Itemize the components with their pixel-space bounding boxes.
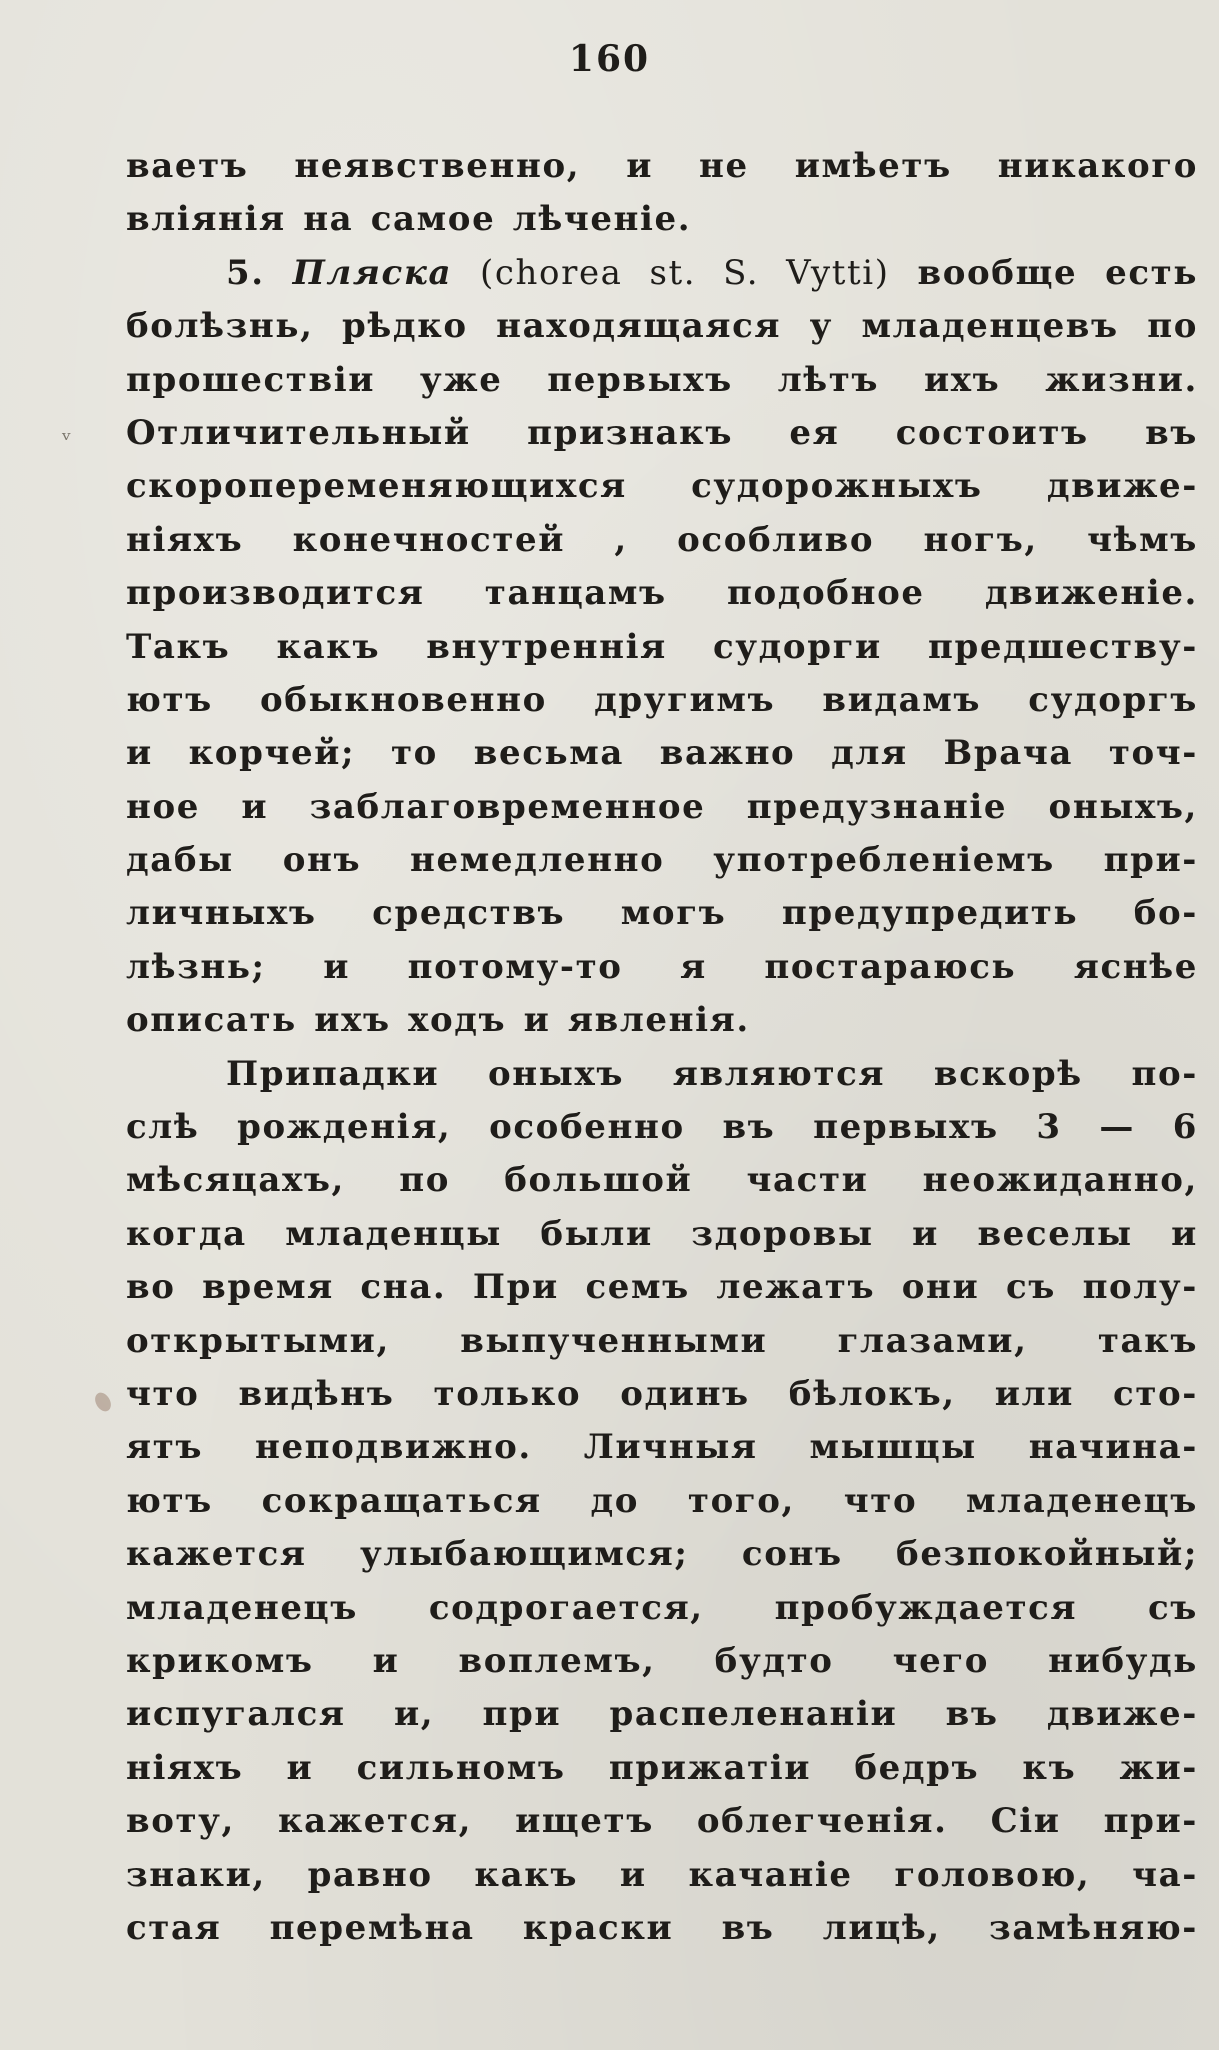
text-line: знаки, равно какъ и качаніе головою, ча- bbox=[126, 1854, 1198, 1895]
text-line: дабы онъ немедленно употребленіемъ при- bbox=[126, 840, 1198, 881]
margin-mark: ᵛ bbox=[62, 426, 71, 454]
latin-term: (chorea st. S. Vytti) bbox=[480, 252, 890, 293]
text-line: ятъ неподвижно. Личныя мышцы начина- bbox=[126, 1427, 1198, 1468]
text-line: ніяхъ конечностей , особливо ногъ, чѣмъ bbox=[126, 519, 1198, 560]
ink-smudge bbox=[92, 1390, 114, 1414]
text-line: Отличительный признакъ ея состоитъ въ bbox=[126, 412, 1198, 453]
page-number: 160 bbox=[568, 38, 651, 80]
text-line: стая перемѣна краски въ лицѣ, замѣняю- bbox=[126, 1907, 1198, 1948]
text-line: ніяхъ и сильномъ прижатіи бедръ къ жи- bbox=[126, 1747, 1198, 1788]
text-line: открытыми, выпученными глазами, такъ bbox=[126, 1320, 1198, 1361]
text-line: Такъ какъ внутреннія судорги предшеству- bbox=[126, 626, 1198, 667]
text-line: испугался и, при распеленаніи въ движе- bbox=[126, 1694, 1198, 1735]
text-line: крикомъ и воплемъ, будто чего нибудь bbox=[126, 1640, 1198, 1681]
text-line: ютъ обыкновенно другимъ видамъ судоргъ bbox=[126, 679, 1198, 720]
text-line: когда младенцы были здоровы и веселы и bbox=[126, 1213, 1198, 1254]
line-rest: вообще есть bbox=[917, 252, 1199, 293]
text-line: мѣсяцахъ, по большой части неожиданно, bbox=[126, 1160, 1198, 1201]
text-line bbox=[126, 247, 1198, 300]
text-line: лѣзнь; и потому-то я постараюсь яснѣе bbox=[126, 946, 1198, 987]
italic-term: Пляска bbox=[292, 252, 453, 293]
text-line: вліянія на самое лѣченіе. bbox=[126, 199, 692, 240]
text-line: описать ихъ ходъ и явленія. bbox=[126, 1000, 750, 1041]
text-line: ваетъ неявственно, и не имѣетъ никакого bbox=[126, 146, 1198, 186]
text-line: болѣзнь, рѣдко находящаяся у младенцевъ по bbox=[126, 306, 1198, 347]
text-line: производится танцамъ подобное движеніе. bbox=[126, 573, 1198, 614]
text-line: слѣ рожденія, особенно въ первыхъ 3 — 6 bbox=[126, 1107, 1198, 1148]
text-line: Припадки оныхъ являются вскорѣ по- bbox=[226, 1053, 1198, 1094]
text-line: кажется улыбающимся; сонъ безпокойный; bbox=[126, 1534, 1198, 1575]
text-line: младенецъ содрогается, пробуждается съ bbox=[126, 1587, 1198, 1628]
text-line: во время сна. При семъ лежатъ они съ полу- bbox=[126, 1267, 1198, 1308]
text-line: ное и заблаговременное предузнаніе оныхъ, bbox=[126, 786, 1198, 827]
text-line: и корчей; то весьма важно для Врача точ- bbox=[126, 733, 1198, 774]
text-line: что видѣнъ только одинъ бѣлокъ, или сто- bbox=[126, 1373, 1198, 1414]
text-line: прошествіи уже первыхъ лѣтъ ихъ жизни. bbox=[126, 359, 1198, 400]
text-line: воту, кажется, ищетъ облегченія. Сіи при- bbox=[126, 1801, 1198, 1842]
item-number: 5. bbox=[226, 252, 265, 293]
text-line: ютъ сокращаться до того, что младенецъ bbox=[126, 1480, 1198, 1521]
text-line: скоропеременяющихся судорожныхъ движе- bbox=[126, 466, 1198, 507]
body-text bbox=[126, 140, 1198, 1955]
text-line: личныхъ средствъ могъ предупредить бо- bbox=[126, 893, 1198, 934]
